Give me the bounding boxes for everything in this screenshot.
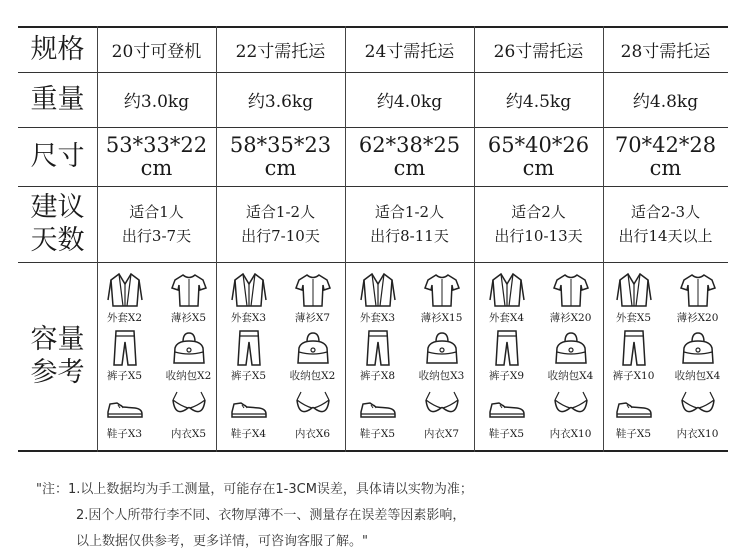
capacity-item: [281, 386, 345, 441]
dimensions-cell: [345, 127, 474, 186]
pants-icon: [358, 328, 398, 368]
trip-recommendation-cell: [474, 186, 603, 262]
capacity-item: [602, 328, 666, 383]
capacity-item: [157, 328, 221, 383]
trip-length: 出行8-11天: [370, 227, 449, 245]
bra-icon: [678, 386, 718, 426]
capacity-label: 外套X5: [615, 312, 652, 324]
weight-cell: 约4.5kg: [505, 92, 572, 112]
bra-icon: [293, 386, 333, 426]
capacity-label: 鞋子X5: [359, 428, 396, 440]
capacity-label: 内衣X7: [423, 428, 460, 440]
dimensions-value: 53*33*22: [105, 132, 208, 157]
capacity-label: 裤子X9: [488, 370, 525, 382]
dimensions-value: 62*38*25: [358, 132, 461, 157]
capacity-item: [217, 386, 281, 441]
row-label-size: 尺寸: [30, 141, 85, 172]
capacity-label: 外套X3: [230, 312, 267, 324]
dimensions-value: 58*35*23: [229, 132, 332, 157]
capacity-item: [93, 328, 157, 383]
people-count: 适合2-3人: [630, 203, 701, 221]
jacket-icon: [487, 270, 527, 310]
note-line-1: "注：1.以上数据均为手工测量，可能存在1-3CM误差，具体请以实物为准；: [36, 482, 473, 497]
people-count: 适合1人: [129, 203, 184, 221]
capacity-item: [93, 270, 157, 325]
capacity-grid: [93, 270, 221, 446]
capacity-label: 裤子X5: [230, 370, 267, 382]
capacity-label: 薄衫X15: [420, 312, 463, 324]
luggage-spec-table: [18, 26, 728, 452]
capacity-label: 鞋子X5: [488, 428, 525, 440]
capacity-item: [539, 328, 603, 383]
row-label-capacity-line2: 参考: [30, 357, 85, 388]
capacity-label: 内衣X10: [549, 428, 592, 440]
capacity-label: 收纳包X2: [165, 370, 212, 382]
row-label-days-line2: 天数: [30, 225, 85, 256]
capacity-item: [666, 386, 730, 441]
row-label-weight: 重量: [30, 84, 85, 115]
row-label-capacity: [18, 262, 97, 450]
pouch-icon: [551, 328, 591, 368]
pants-icon: [614, 328, 654, 368]
capacity-item: [410, 270, 474, 325]
shirt-icon: [422, 270, 462, 310]
dimensions-cell: [216, 127, 345, 186]
size-header-cell: 22寸需托运: [235, 41, 326, 62]
jacket-icon: [105, 270, 145, 310]
trip-length: 出行7-10天: [241, 227, 320, 245]
pouch-icon: [422, 328, 462, 368]
bra-icon: [169, 386, 209, 426]
shoe-icon: [487, 386, 527, 426]
shirt-icon: [678, 270, 718, 310]
row-label-days: [18, 186, 97, 262]
weight-cell: 约3.0kg: [123, 92, 190, 112]
row-label-spec: 规格: [30, 33, 85, 65]
people-count: 适合1-2人: [374, 203, 445, 221]
row-label-capacity-line1: 容量: [30, 324, 85, 355]
capacity-label: 薄衫X7: [294, 312, 331, 324]
trip-recommendation-cell: [97, 186, 216, 262]
capacity-item: [410, 386, 474, 441]
capacity-label: 薄衫X20: [676, 312, 719, 324]
dimensions-unit: cm: [140, 155, 173, 180]
capacity-label: 内衣X6: [294, 428, 331, 440]
trip-recommendation-cell: [345, 186, 474, 262]
capacity-label: 内衣X5: [170, 428, 207, 440]
shoe-icon: [105, 386, 145, 426]
shoe-icon: [358, 386, 398, 426]
capacity-grid: [602, 270, 730, 446]
size-header-cell: 26寸需托运: [493, 41, 584, 62]
trip-length: 出行14天以上: [618, 227, 713, 245]
shirt-icon: [169, 270, 209, 310]
row-divider: [18, 262, 728, 263]
capacity-label: 裤子X8: [359, 370, 396, 382]
shoe-icon: [614, 386, 654, 426]
shoe-icon: [229, 386, 269, 426]
trip-recommendation-cell: [216, 186, 345, 262]
capacity-label: 鞋子X5: [615, 428, 652, 440]
capacity-label: 收纳包X2: [289, 370, 336, 382]
weight-cell: 约3.6kg: [247, 92, 314, 112]
size-header-cell: 20寸可登机: [111, 41, 202, 62]
capacity-grid: [346, 270, 474, 446]
pouch-icon: [169, 328, 209, 368]
capacity-item: [475, 328, 539, 383]
capacity-label: 外套X4: [488, 312, 525, 324]
capacity-item: [346, 270, 410, 325]
capacity-item: [93, 386, 157, 441]
people-count: 适合2人: [511, 203, 566, 221]
trip-length: 出行10-13天: [494, 227, 583, 245]
capacity-label: 薄衫X20: [549, 312, 592, 324]
jacket-icon: [358, 270, 398, 310]
pants-icon: [229, 328, 269, 368]
capacity-label: 裤子X5: [106, 370, 143, 382]
pants-icon: [105, 328, 145, 368]
capacity-grid: [475, 270, 603, 446]
capacity-item: [475, 386, 539, 441]
capacity-item: [281, 270, 345, 325]
bra-icon: [422, 386, 462, 426]
capacity-item: [281, 328, 345, 383]
capacity-label: 鞋子X4: [230, 428, 267, 440]
shirt-icon: [551, 270, 591, 310]
capacity-item: [602, 270, 666, 325]
size-header-cell: 28寸需托运: [620, 41, 711, 62]
capacity-label: 收纳包X4: [547, 370, 594, 382]
note-line-3: 以上数据仅供参考，更多详情，可咨询客服了解。": [76, 534, 368, 549]
dimensions-value: 70*42*28: [614, 132, 717, 157]
weight-cell: 约4.8kg: [632, 92, 699, 112]
capacity-grid: [217, 270, 345, 446]
dimensions-cell: [97, 127, 216, 186]
dimensions-value: 65*40*26: [487, 132, 590, 157]
pouch-icon: [293, 328, 333, 368]
size-header-cell: 24寸需托运: [364, 41, 455, 62]
people-count: 适合1-2人: [245, 203, 316, 221]
dimensions-unit: cm: [393, 155, 426, 180]
capacity-item: [346, 328, 410, 383]
dimensions-unit: cm: [649, 155, 682, 180]
capacity-item: [539, 270, 603, 325]
capacity-item: [346, 386, 410, 441]
dimensions-cell: [603, 127, 728, 186]
capacity-item: [410, 328, 474, 383]
pants-icon: [487, 328, 527, 368]
capacity-label: 鞋子X3: [106, 428, 143, 440]
capacity-item: [666, 270, 730, 325]
capacity-item: [157, 270, 221, 325]
capacity-item: [217, 328, 281, 383]
row-label-days-line1: 建议: [30, 192, 85, 223]
jacket-icon: [614, 270, 654, 310]
dimensions-unit: cm: [522, 155, 555, 180]
capacity-label: 裤子X10: [612, 370, 655, 382]
capacity-item: [217, 270, 281, 325]
jacket-icon: [229, 270, 269, 310]
pouch-icon: [678, 328, 718, 368]
weight-cell: 约4.0kg: [376, 92, 443, 112]
trip-recommendation-cell: [603, 186, 728, 262]
capacity-item: [666, 328, 730, 383]
capacity-item: [157, 386, 221, 441]
capacity-label: 薄衫X5: [170, 312, 207, 324]
capacity-label: 收纳包X3: [418, 370, 465, 382]
capacity-label: 外套X3: [359, 312, 396, 324]
bra-icon: [551, 386, 591, 426]
trip-length: 出行3-7天: [121, 227, 192, 245]
table-bottom-border: [18, 450, 728, 452]
capacity-label: 收纳包X4: [674, 370, 721, 382]
capacity-item: [475, 270, 539, 325]
dimensions-cell: [474, 127, 603, 186]
capacity-item: [539, 386, 603, 441]
dimensions-unit: cm: [264, 155, 297, 180]
capacity-label: 内衣X10: [676, 428, 719, 440]
note-line-2: 2.因个人所带行李不同、衣物厚薄不一、测量存在误差等因素影响，: [76, 508, 466, 523]
shirt-icon: [293, 270, 333, 310]
capacity-item: [602, 386, 666, 441]
capacity-label: 外套X2: [106, 312, 143, 324]
